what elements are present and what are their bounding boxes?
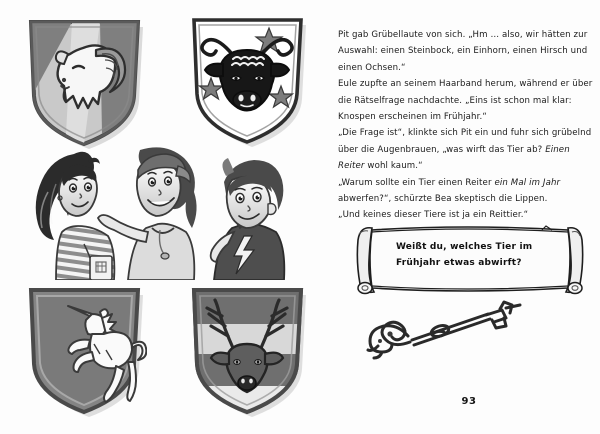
scroll-question-line-1: Weißt du, welches Tier im (396, 242, 533, 252)
ibex-head-shield-icon (22, 14, 147, 149)
scroll-question-text (396, 240, 571, 271)
three-children-illustration-svg (28, 132, 318, 280)
scroll-question-line-2: Frühjahr etwas abwirft? (396, 257, 522, 268)
shield-ibex (22, 14, 147, 149)
story-paragraph-2: Eule zupfte an seinem Haarband herum, während er über die Rätselfrage nachdachte. „Eins ist schon mal klar: Knospen erscheinen im Frühjahr.“ (338, 79, 593, 123)
shield-stag (185, 282, 310, 417)
story-paragraph-3: „Die Frage ist“, klinkte sich Pit ein und fuhr sich grübelnd über die Augenbrauen, „was wirft das Tier ab? Einen Reiter wohl kaum.“ (338, 128, 592, 172)
story-paragraph-3-text: „Die Frage ist“, klinkte sich Pit ein und fuhr sich grübelnd über die Augenbrauen, „was wirft das Tier ab? (338, 128, 592, 155)
key-illustration (360, 300, 540, 362)
text-column (338, 0, 600, 434)
shield-ox (185, 12, 310, 147)
story-paragraph-4: „Warum sollte ein Tier einen Reiter ein Mal im Jahr abwerfen?“, schürzte Bea skeptisch die Lippen. (338, 177, 561, 205)
question-scroll (346, 222, 594, 298)
page-number: 93 (461, 396, 477, 407)
ox-head-shield-icon (185, 12, 310, 147)
kid-pit (211, 158, 285, 280)
three-children-illustration (28, 132, 318, 280)
story-body (338, 27, 594, 224)
shield-unicorn (22, 282, 147, 417)
story-paragraph-5: „Und keines dieser Tiere ist ja ein Reittier.“ (338, 210, 529, 221)
stag-head-shield-icon (185, 282, 310, 417)
story-paragraph-1: Pit gab Grübellaute von sich. „Hm … also, wir hätten zur Auswahl: einen Steinbock, ein Einhorn, einen Hirsch und einen Ochsen.“ (338, 30, 588, 73)
unicorn-rampant-shield-icon (22, 282, 147, 417)
ornate-antique-key-icon (360, 300, 540, 362)
italic-phrase-ein-mal-im-jahr: ein Mal im Jahr (494, 177, 561, 188)
italic-phrase-einen-reiter: Einen Reiter (338, 144, 570, 172)
